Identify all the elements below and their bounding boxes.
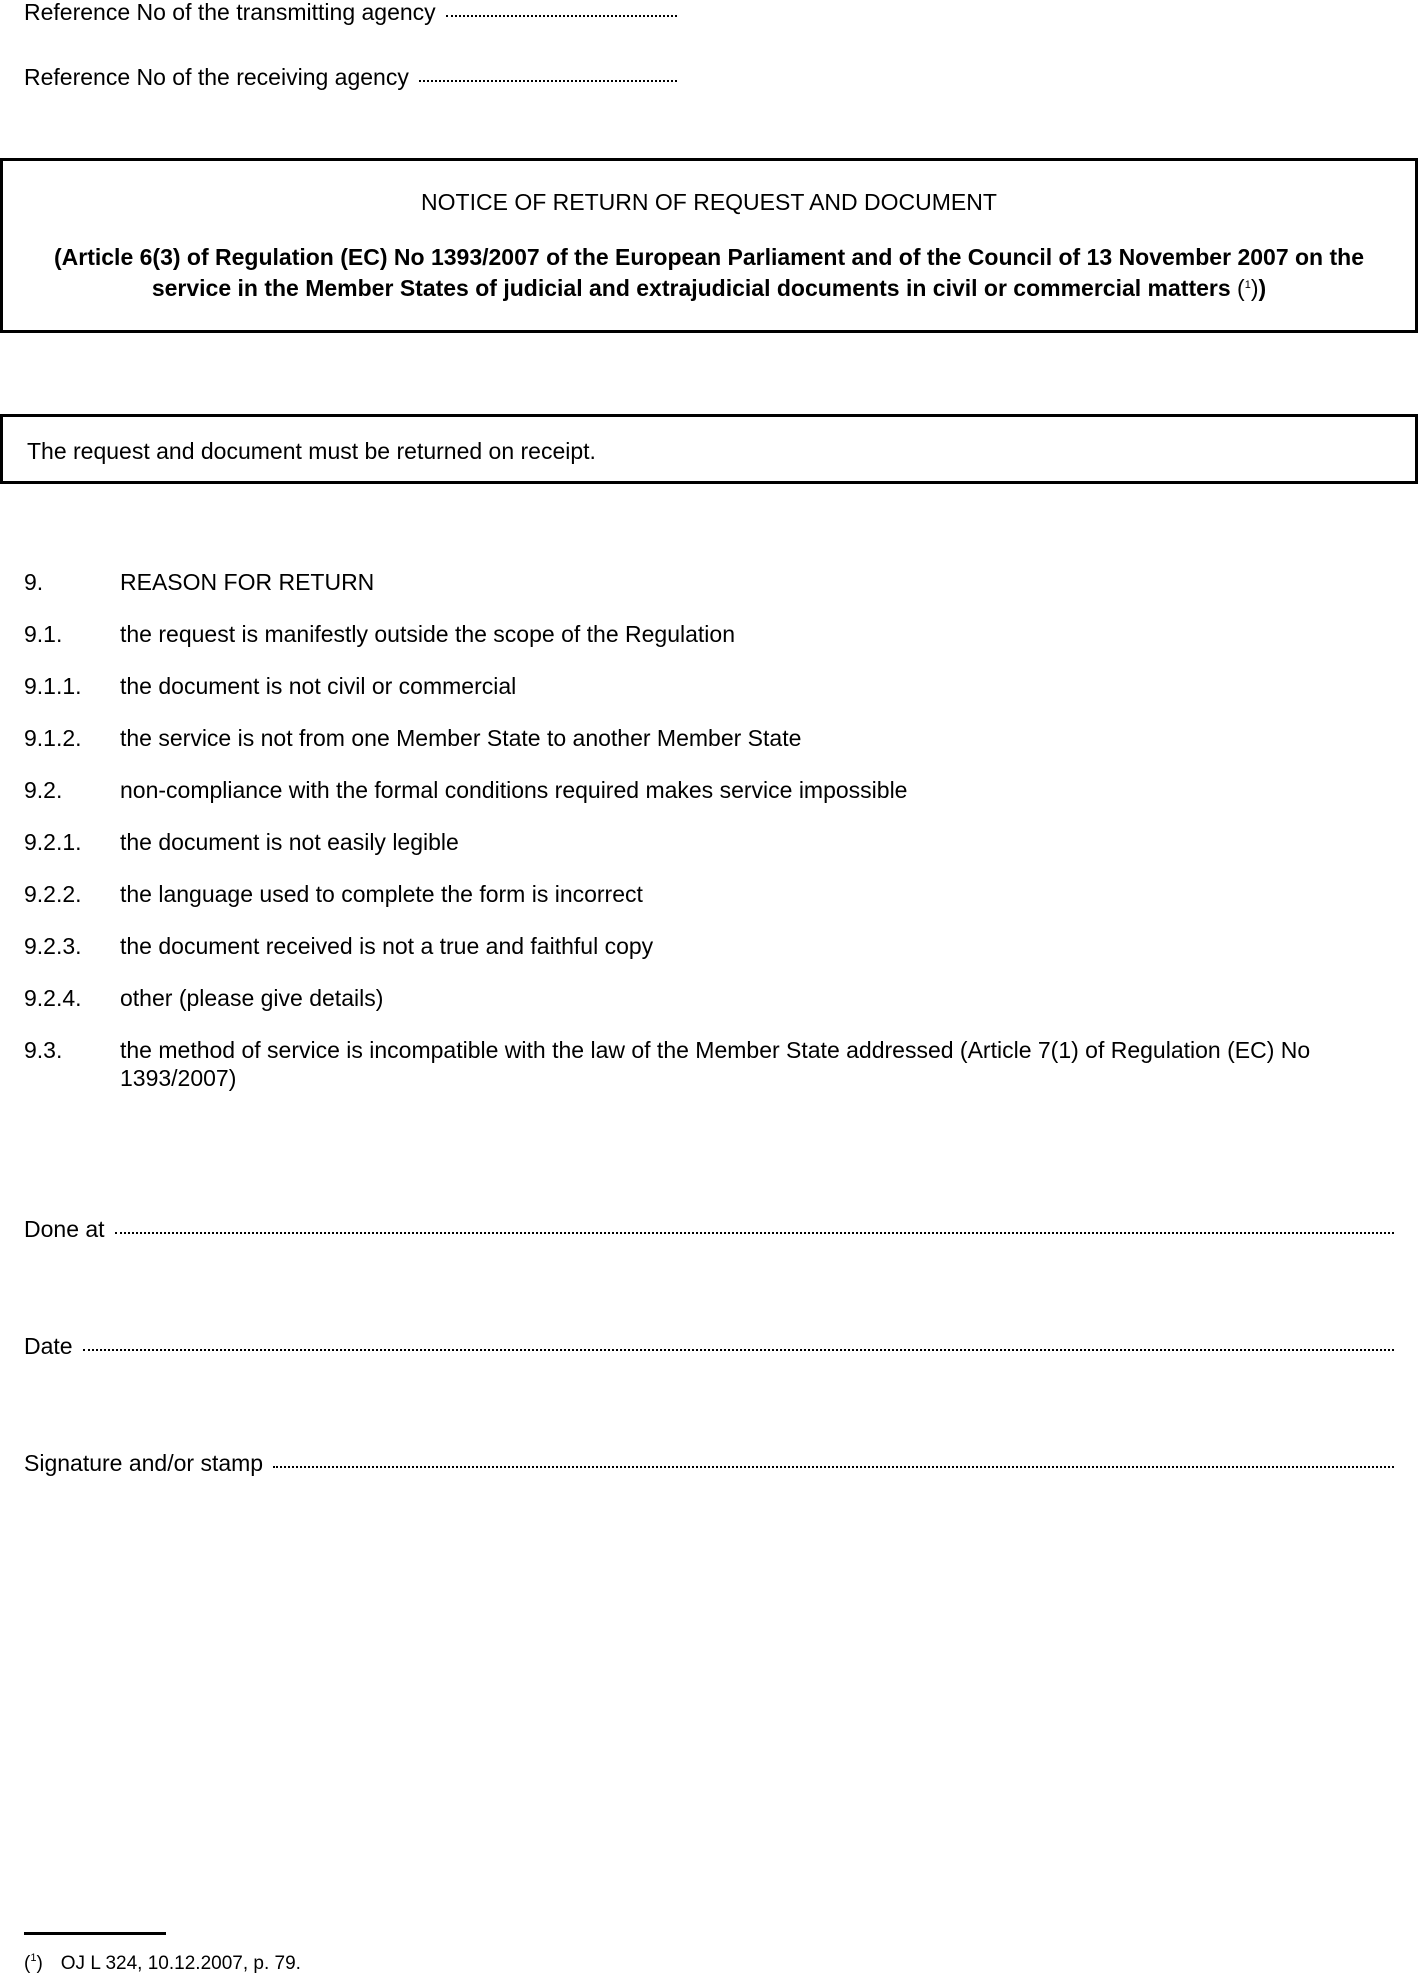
item-text: the service is not from one Member State to another Member State [120,725,802,751]
date-label: Date [24,1333,73,1359]
item-number: 9. [24,569,44,595]
footnote [24,1946,301,1976]
footnote-number: ($^1$) [24,1952,43,1974]
receiving-agency-reference-field[interactable] [24,63,677,93]
transmitting-agency-reference-label: Reference No of the transmitting agency [24,0,436,25]
done-at-label: Done at [24,1216,105,1242]
item-number: 9.2.1. [24,829,82,855]
receiving-agency-reference-dotted-line[interactable] [419,80,677,82]
item-text: the document received is not a true and faithful copy [120,933,654,959]
done-at-dotted-line[interactable] [115,1232,1394,1234]
item-number: 9.1.2. [24,725,82,751]
item-number: 9.1.1. [24,673,82,699]
transmitting-agency-reference-field[interactable] [24,0,677,28]
item-number: 9.2. [24,777,63,803]
date-dotted-line[interactable] [83,1349,1394,1351]
notice-text: The request and document must be returned on receipt. [27,438,596,464]
item-number: 9.2.3. [24,933,82,959]
item-text: the document is not easily legible [120,829,459,855]
item-text: the document is not civil or commercial [120,673,517,699]
signature-dotted-line[interactable] [273,1466,1394,1468]
transmitting-agency-reference-dotted-line[interactable] [446,15,677,17]
done-at-field[interactable] [24,1215,1394,1245]
item-text: other (please give details) [120,985,384,1011]
signature-field[interactable] [24,1449,1394,1479]
title-box [0,158,1418,333]
item-number: 9.3. [24,1037,63,1063]
form-title: NOTICE OF RETURN OF REQUEST AND DOCUMENT [421,189,997,215]
footnote-reference: 1 [1244,279,1251,291]
receiving-agency-reference-label: Reference No of the receiving agency [24,64,409,90]
item-number: 9.1. [24,621,63,647]
item-text: non-compliance with the formal conditions required makes service impossible [120,777,908,803]
item-number: 9.2.4. [24,985,82,1011]
item-text: the request is manifestly outside the scope of the Regulation [120,621,735,647]
footnote-separator [24,1932,166,1935]
item-text: REASON FOR RETURN [120,569,375,595]
notice-box [0,414,1418,484]
item-text: the method of service is incompatible with the law of the Member State addressed (Article 7(1) of Regulation (EC) No 1393/2007) [120,1037,1311,1091]
form-subtitle-text: (Article 6(3) of Regulation (EC) No 1393/2007 of the European Parliament and of the Council of 13 November 2007 on the service in the Member States of judicial and extrajudicial documents in civil or commercial matters [54,244,1364,301]
item-number: 9.2.2. [24,881,82,907]
form-subtitle: (Article 6(3) of Regulation (EC) No 1393/2007 of the European Parliament and of the Council of 13 November 2007 on the service in the Member States of judicial and extrajudicial documents in civil or commercial matters ($^1$)) [54,244,1364,301]
signature-label: Signature and/or stamp [24,1450,264,1476]
date-field[interactable] [24,1332,1394,1362]
item-text: the language used to complete the form is incorrect [120,881,643,907]
footnote-text: OJ L 324, 10.12.2007, p. 79. [60,1953,301,1974]
